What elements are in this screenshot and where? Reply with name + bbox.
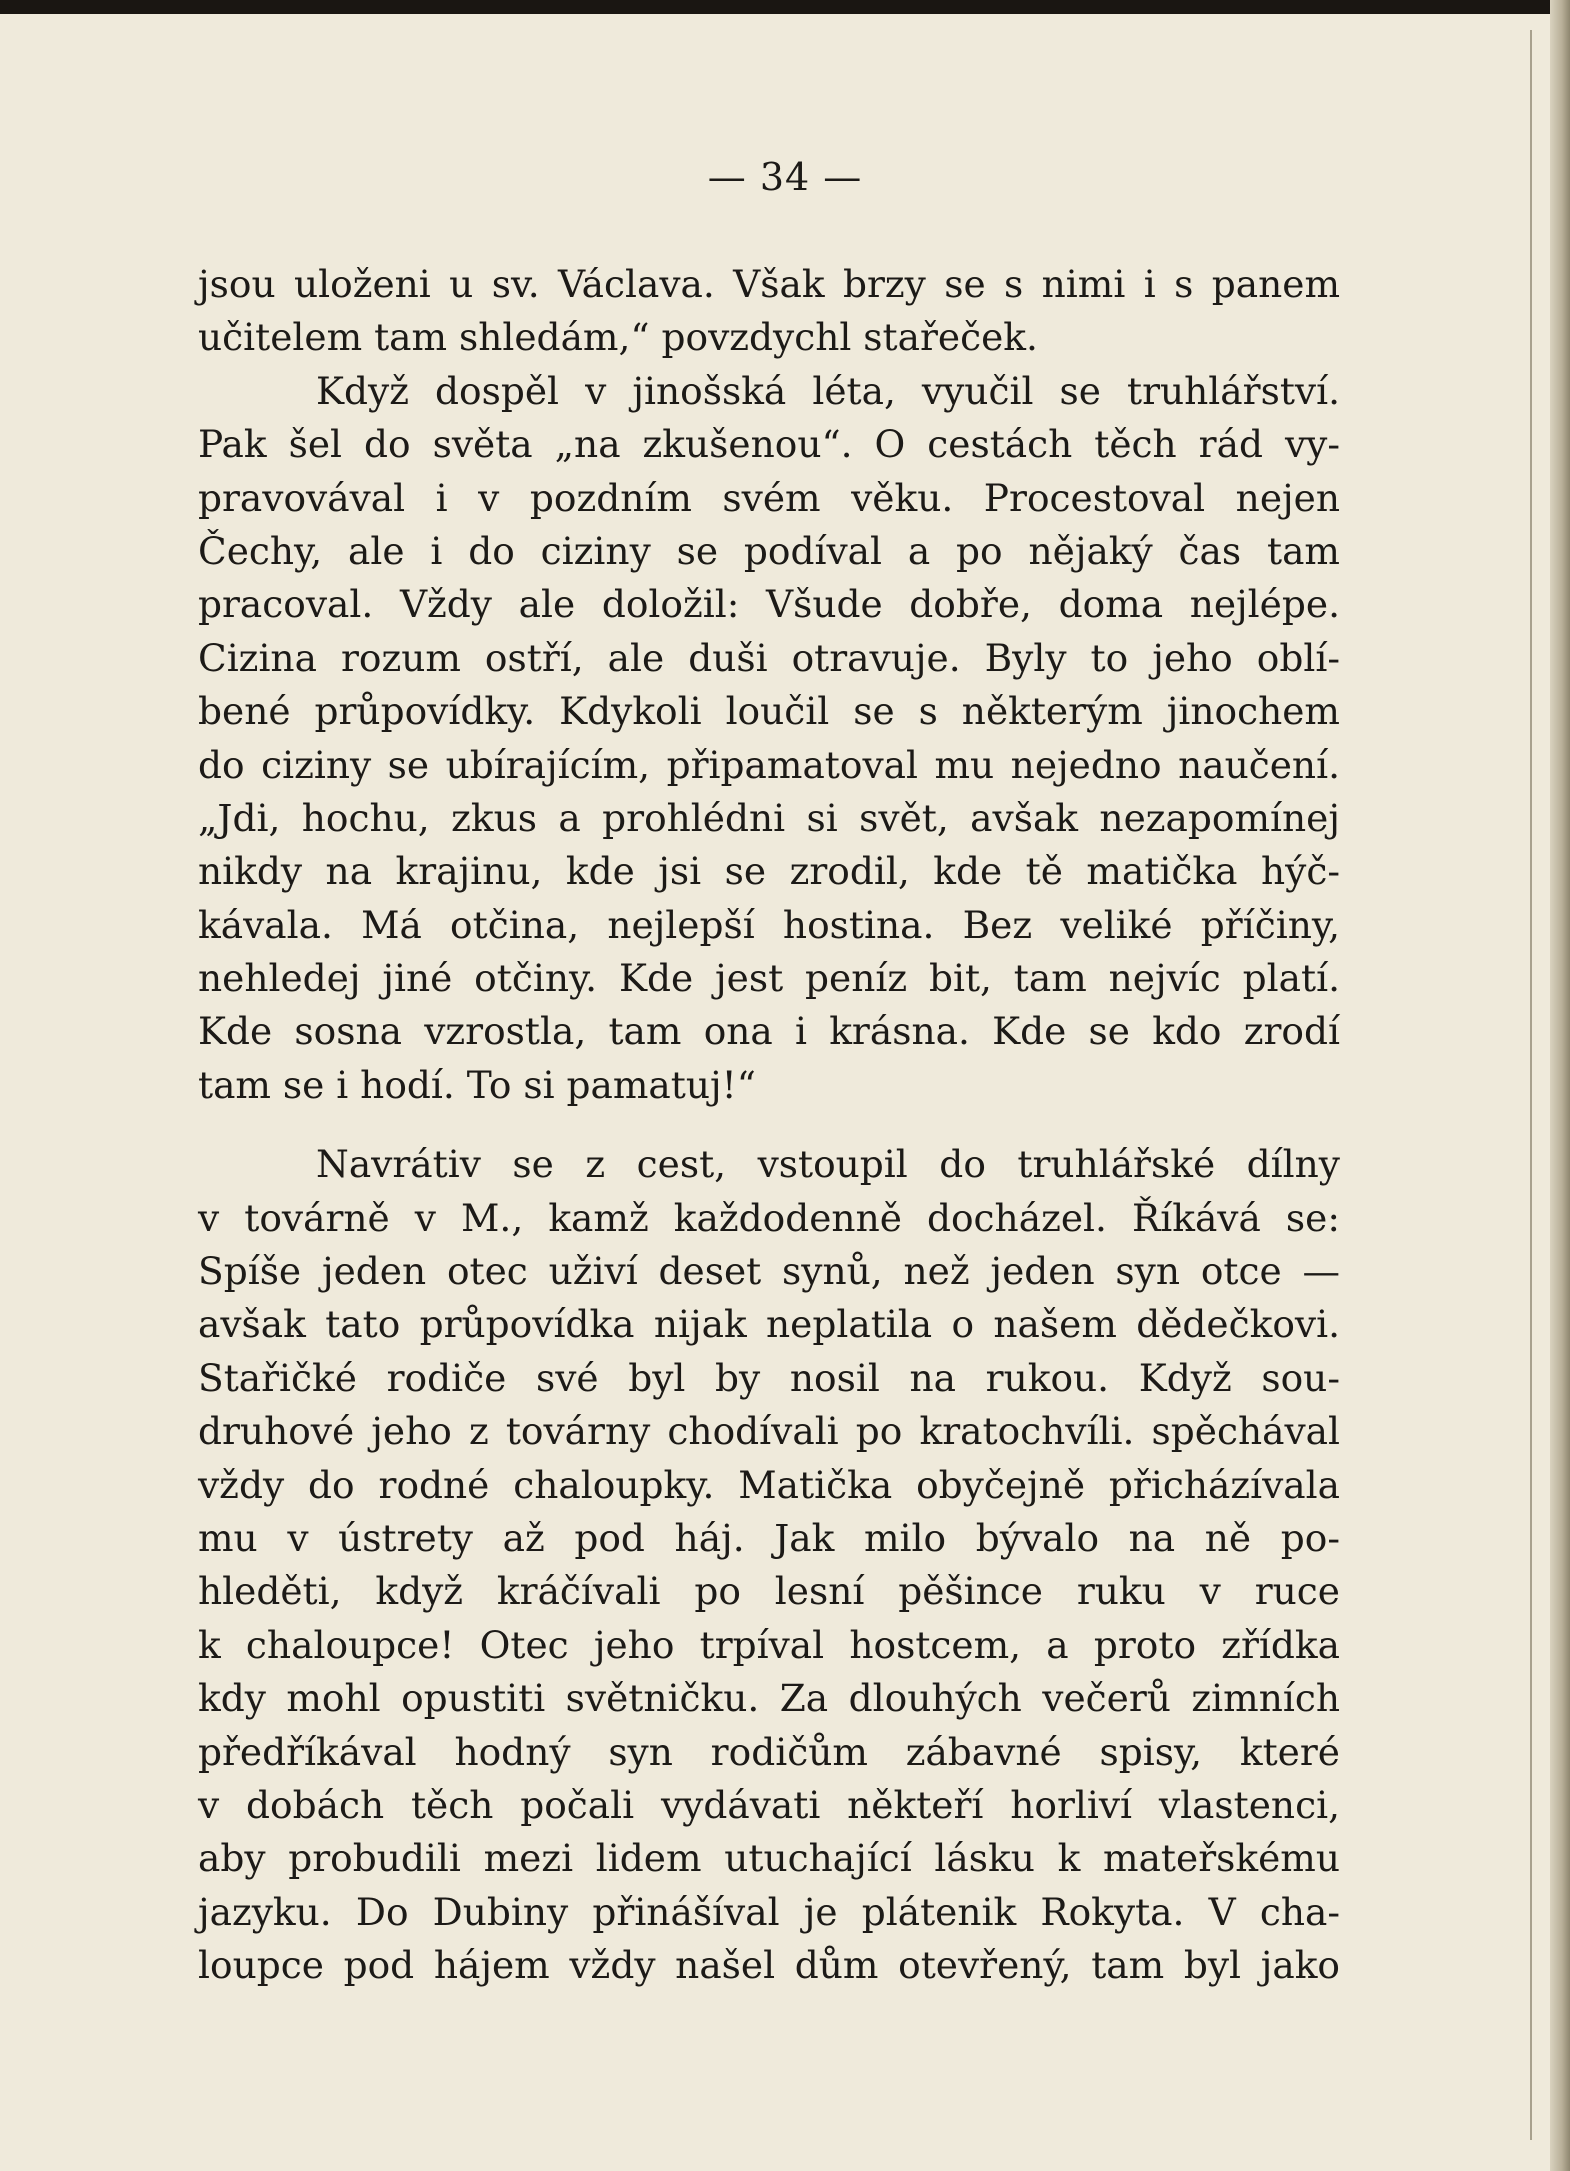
text-line: pracoval. Vždy ale doložil: Všude dobře, doma nejlépe. [198,582,1340,627]
text-line: nikdy na krajinu, kde jsi se zrodil, kde tě matička hýč- [198,849,1340,894]
text-line: v dobách těch počali vydávati někteří horliví vlastenci, [198,1782,1340,1827]
page-number: — 34 — [707,155,863,199]
paragraph-gap [198,1112,1340,1138]
text-line: aby probudili mezi lidem utuchající lásku k mateřskému [198,1836,1340,1881]
text-line: bené průpovídky. Kdykoli loučil se s některým jinochem [198,689,1340,734]
text-line: Stařičké rodiče své byl by nosil na rukou. Když sou- [198,1355,1340,1400]
text-line: Čechy, ale i do ciziny se podíval a po nějaký čas tam [198,528,1340,573]
text-line: kdy mohl opustiti světničku. Za dlouhých večerů zimních [198,1676,1340,1721]
text-line: Pak šel do světa „na zkušenou“. O cestách těch rád vy- [198,422,1340,467]
text-line: jazyku. Do Dubiny přinášíval je plátenik Rokyta. V cha- [198,1889,1340,1934]
text-line: druhové jeho z továrny chodívali po kratochvíli. spěchával [198,1409,1340,1454]
text-line: mu v ústrety až pod háj. Jak milo bývalo na ně po- [198,1515,1340,1560]
text-line: avšak tato průpovídka nijak neplatila o našem dědečkovi. [198,1302,1340,1347]
text-line: tam se i hodí. To si pamatuj!“ [198,1062,756,1107]
text-line: do ciziny se ubírajícím, připamatoval mu nejedno naučení. [198,742,1340,787]
text-line: předříkával hodný syn rodičům zábavné spisy, které [198,1729,1340,1774]
text-line: „Jdi, hochu, zkus a prohlédni si svět, avšak nezapomínej [198,795,1340,840]
text-line: k chaloupce! Otec jeho trpíval hostcem, a proto zřídka [198,1622,1340,1667]
text-line: hleděti, když kráčívali po lesní pěšince ruku v ruce [198,1569,1340,1614]
text-line: kávala. Má otčina, nejlepší hostina. Bez veliké příčiny, [198,902,1340,947]
text-line: Spíše jeden otec uživí deset synů, než jeden syn otce — [198,1249,1340,1294]
text-line: jsou uloženi u sv. Václava. Však brzy se s nimi i s panem [198,262,1340,306]
text-line: Navrátiv se z cest, vstoupil do truhlářské dílny [316,1142,1340,1187]
text-line: loupce pod hájem vždy našel dům otevřený, tam byl jako [198,1943,1340,1988]
text-line: učitelem tam shledám,“ povzdychl stařeček. [198,315,1038,360]
page-text [198,258,1340,1993]
text-line: v továrně v M., kamž každodenně docházel. Říkává se: [198,1195,1340,1240]
text-line: vždy do rodné chaloupky. Matička obyčejně přicházívala [198,1462,1340,1507]
text-line: Cizina rozum ostří, ale duši otravuje. Byly to jeho oblí- [198,635,1340,680]
text-line: Kde sosna vzrostla, tam ona i krásna. Kde se kdo zrodí [198,1009,1340,1054]
text-line: nehledej jiné otčiny. Kde jest peníz bit, tam nejvíc platí. [198,956,1340,1001]
text-line: pravovával i v pozdním svém věku. Procestoval nejen [198,475,1340,520]
text-line: Když dospěl v jinošská léta, vyučil se truhlářství. [316,368,1340,413]
